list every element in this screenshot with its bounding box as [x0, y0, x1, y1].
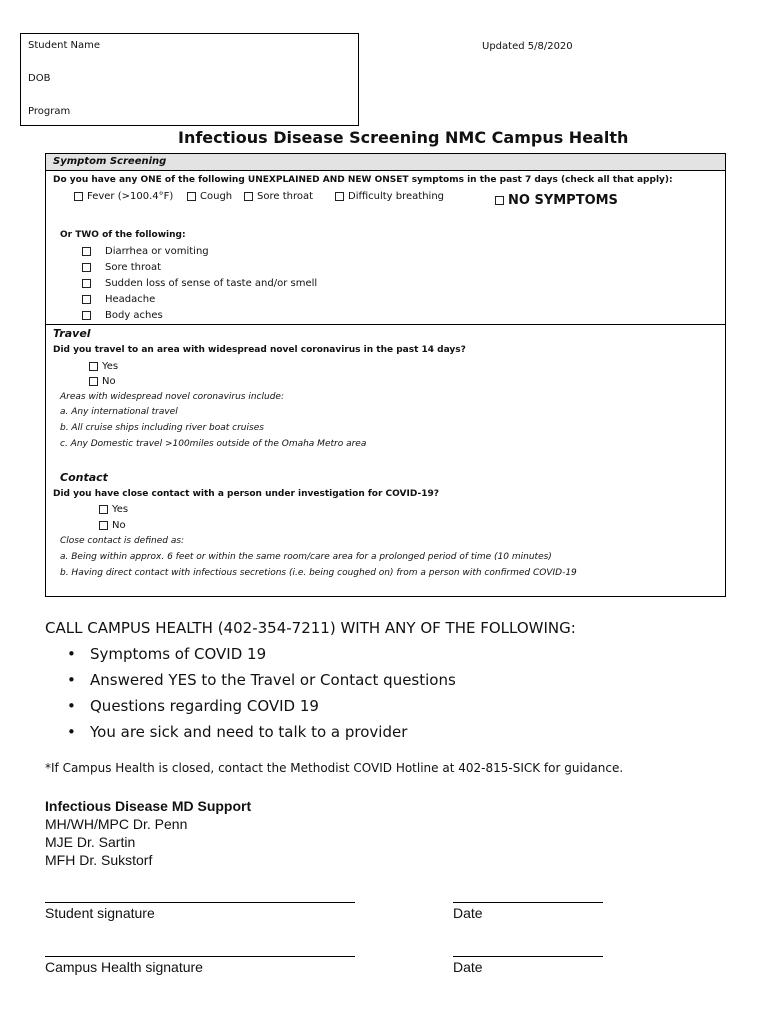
two-of-label: Or TWO of the following: — [60, 230, 186, 240]
travel-area-item: a. Any international travel — [60, 407, 178, 417]
student-signature-label: Student signature — [45, 905, 155, 921]
checkbox[interactable] — [82, 311, 91, 320]
contact-defined-label: Close contact is defined as: — [60, 536, 185, 546]
contact-def-item: a. Being within approx. 6 feet or within the same room/care area for a prolonged period of time (10 minutes) — [60, 552, 552, 562]
checkbox[interactable] — [89, 377, 98, 386]
travel-header: Travel — [53, 327, 91, 340]
contact-question: Did you have close contact with a person under investigation for COVID-19? — [53, 489, 439, 499]
checkbox[interactable] — [495, 196, 504, 205]
page-title: Infectious Disease Screening NMC Campus Health — [178, 128, 629, 147]
call-item — [67, 697, 456, 723]
check-label: Sudden loss of sense of taste and/or smell — [105, 278, 318, 289]
checkbox[interactable] — [74, 192, 83, 201]
bullet-icon: • — [67, 723, 76, 741]
md-support-line: MH/WH/MPC Dr. Penn — [45, 816, 188, 832]
call-item-text: Questions regarding COVID 19 — [90, 697, 319, 715]
checkbox[interactable] — [82, 295, 91, 304]
screening-table — [45, 153, 726, 597]
check-label: Body aches — [105, 310, 163, 321]
checkbox[interactable] — [82, 247, 91, 256]
check-taste-smell[interactable] — [82, 278, 317, 289]
checkbox[interactable] — [82, 279, 91, 288]
hotline-note: *If Campus Health is closed, contact the Methodist COVID Hotline at 402-815-SICK for guidance. — [45, 761, 624, 775]
symptom-question: Do you have any ONE of the following UNEXPLAINED AND NEW ONSET symptoms in the past 7 days (check all that apply): — [53, 175, 673, 185]
check-cough[interactable] — [187, 191, 232, 202]
call-item-text: Answered YES to the Travel or Contact questions — [90, 671, 456, 689]
student-date-line[interactable] — [453, 902, 603, 903]
student-date-label: Date — [453, 905, 483, 921]
dob-label[interactable]: DOB — [28, 73, 51, 84]
check-label: Yes — [112, 504, 129, 515]
contact-no[interactable] — [99, 520, 126, 531]
contact-def-item: b. Having direct contact with infectious secretions (i.e. being coughed on) from a person with confirmed COVID-19 — [60, 568, 577, 578]
campus-date-label: Date — [453, 959, 483, 975]
checkbox[interactable] — [99, 505, 108, 514]
call-item — [67, 645, 456, 671]
updated-date: Updated 5/8/2020 — [482, 41, 573, 52]
symptom-header-text: Symptom Screening — [53, 156, 167, 167]
check-sore-throat[interactable] — [244, 191, 313, 202]
travel-question: Did you travel to an area with widespread novel coronavirus in the past 14 days? — [53, 345, 466, 355]
check-diarrhea[interactable] — [82, 246, 209, 257]
md-support-line: MJE Dr. Sartin — [45, 834, 136, 850]
check-label: No — [102, 376, 116, 387]
check-label: Sore throat — [257, 191, 314, 202]
student-info-box — [20, 33, 359, 126]
student-name-label[interactable]: Student Name — [28, 40, 101, 51]
call-item-text: You are sick and need to talk to a provider — [90, 723, 408, 741]
check-label: NO SYMPTOMS — [508, 193, 618, 208]
md-support-heading: Infectious Disease MD Support — [45, 798, 252, 814]
check-headache[interactable] — [82, 294, 155, 305]
check-fever[interactable] — [74, 191, 173, 202]
check-body-aches[interactable] — [82, 310, 163, 321]
contact-yes[interactable] — [99, 504, 128, 515]
check-label: Headache — [105, 294, 156, 305]
call-item — [67, 723, 456, 749]
travel-area-item: b. All cruise ships including river boat cruises — [60, 423, 264, 433]
check-label: Fever (>100.4°F) — [87, 191, 174, 202]
check-label: No — [112, 520, 126, 531]
travel-no[interactable] — [89, 376, 116, 387]
checkbox[interactable] — [82, 263, 91, 272]
check-label: Diarrhea or vomiting — [105, 246, 209, 257]
checkbox[interactable] — [244, 192, 253, 201]
check-label: Sore throat — [105, 262, 162, 273]
campus-date-line[interactable] — [453, 956, 603, 957]
md-support-line: MFH Dr. Sukstorf — [45, 852, 153, 868]
travel-area-item: c. Any Domestic travel >100miles outside of the Omaha Metro area — [60, 439, 367, 449]
checkbox[interactable] — [187, 192, 196, 201]
campus-signature-label: Campus Health signature — [45, 959, 203, 975]
student-signature-line[interactable] — [45, 902, 355, 903]
contact-header: Contact — [60, 471, 108, 484]
check-no-symptoms[interactable] — [495, 193, 618, 208]
call-item-text: Symptoms of COVID 19 — [90, 645, 267, 663]
check-difficulty-breathing[interactable] — [335, 191, 444, 202]
section-divider — [46, 324, 725, 325]
bullet-icon: • — [67, 697, 76, 715]
travel-yes[interactable] — [89, 361, 118, 372]
call-item — [67, 671, 456, 697]
checkbox[interactable] — [89, 362, 98, 371]
check-label: Yes — [102, 361, 119, 372]
campus-signature-line[interactable] — [45, 956, 355, 957]
symptom-header — [46, 154, 725, 171]
call-heading: CALL CAMPUS HEALTH (402-354-7211) WITH ANY OF THE FOLLOWING: — [45, 619, 576, 637]
travel-areas-label: Areas with widespread novel coronavirus include: — [60, 392, 284, 402]
checkbox[interactable] — [99, 521, 108, 530]
program-label[interactable]: Program — [28, 106, 71, 117]
bullet-icon: • — [67, 671, 76, 689]
call-list — [67, 645, 456, 749]
check-sore-throat-2[interactable] — [82, 262, 161, 273]
checkbox[interactable] — [335, 192, 344, 201]
bullet-icon: • — [67, 645, 76, 663]
check-label: Difficulty breathing — [348, 191, 445, 202]
check-label: Cough — [200, 191, 233, 202]
